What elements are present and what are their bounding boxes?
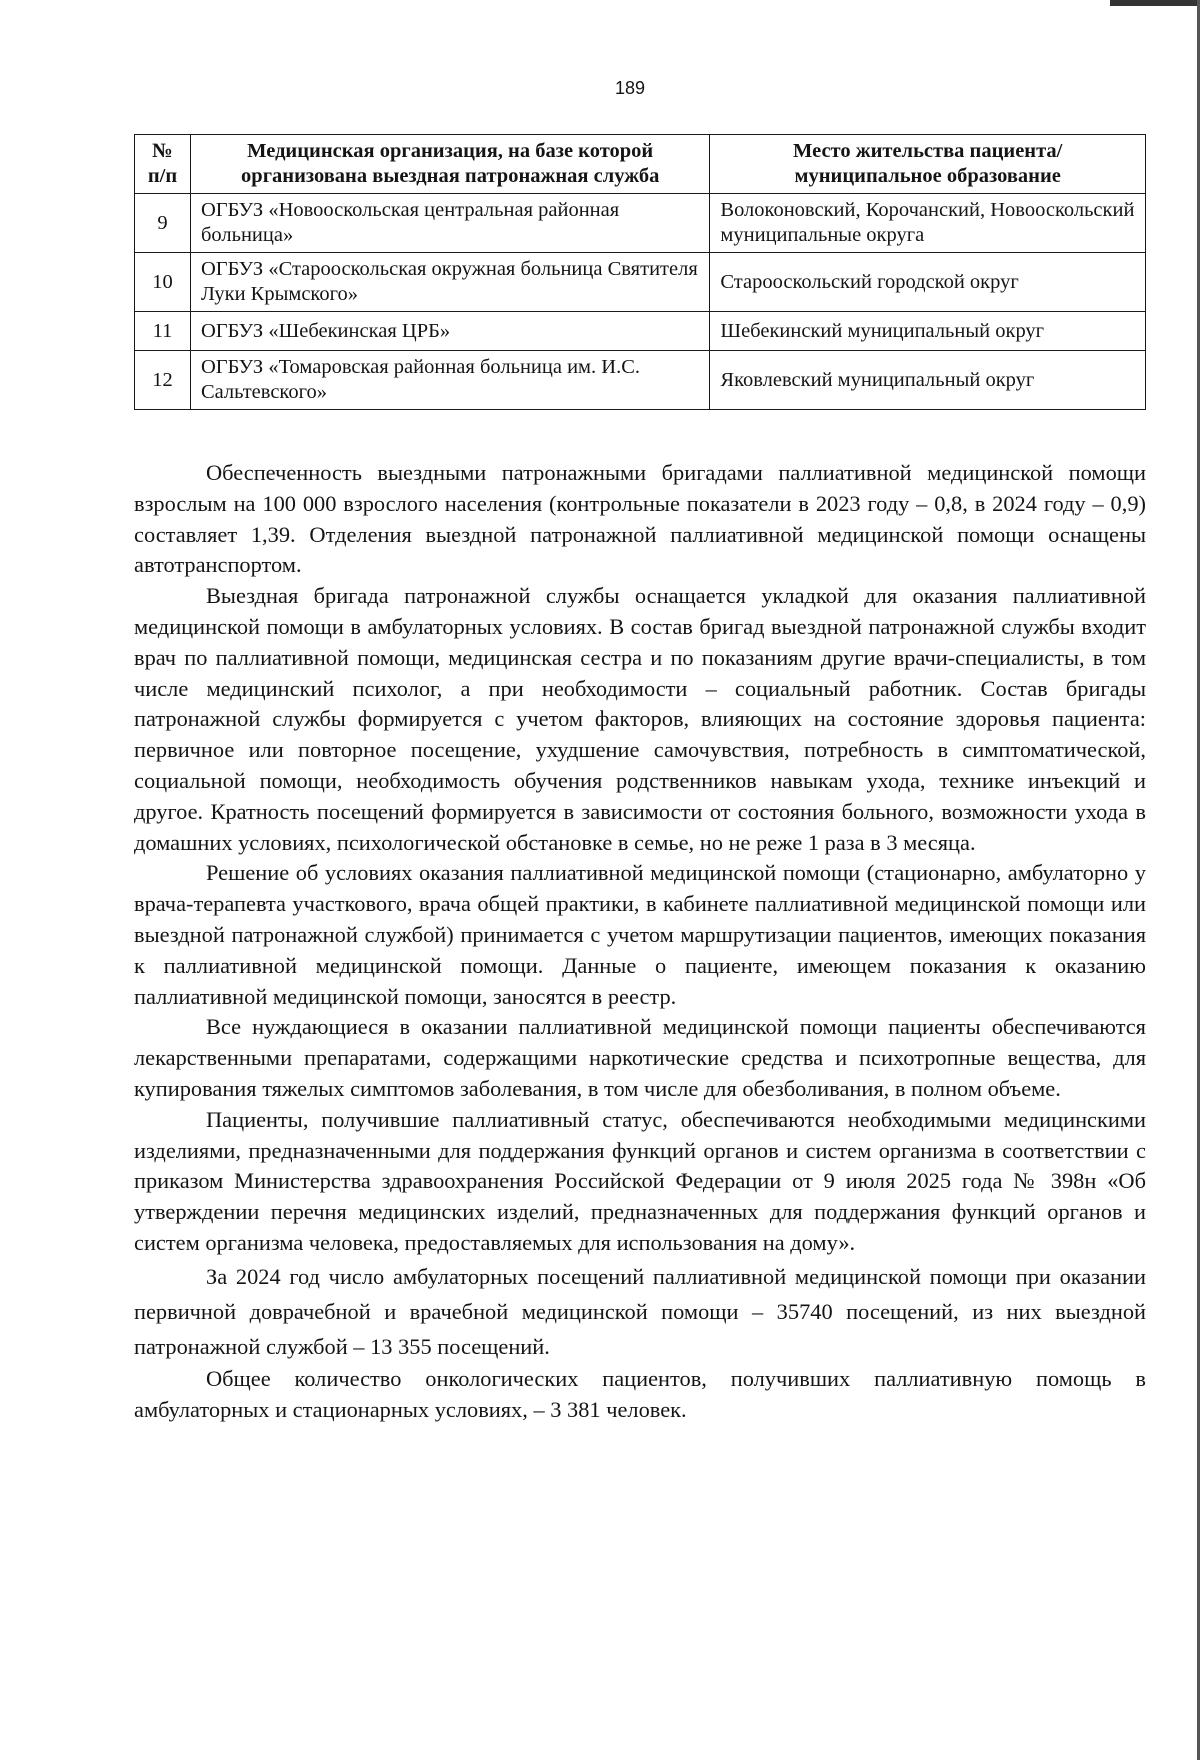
table-header-row — [135, 135, 1146, 194]
paragraph-oncology-patients: Общее количество онкологических пациентов, получивших паллиативную помощь в амбулаторных и стационарных условиях, – 3 381 человек. — [134, 1365, 1146, 1422]
row-organization: ОГБУЗ «Новооскольская центральная районная больница» — [190, 194, 709, 253]
header-organization: Медицинская организация, на базе которой организована выездная патронажная служба — [190, 135, 709, 194]
organizations-table — [134, 134, 1146, 410]
paragraph-medical-devices: Пациенты, получившие паллиативный статус, обеспечиваются необходимыми медицинскими изделиями, предназначенными для поддержания функций органов и систем организма в соответствии с приказом Министерства здравоохранения Российской Федерации от 9 июля 2025 года № 398н «Об утверждении перечня медицинских изделий, предназначенных для поддержания функций органов и систем организма человека, предоставляемых для использования на дому». — [134, 1106, 1146, 1255]
row-number: 10 — [135, 253, 191, 312]
row-residence: Волоконовский, Корочанский, Новооскольский муниципальные округа — [710, 194, 1146, 253]
paragraph-coverage: Обеспеченность выездными патронажными бригадами паллиативной медицинской помощи взрослым на 100 000 взрослого населения (контрольные показатели в 2023 году – 0,8, в 2024 году – 0,9) составляет 1,39. Отделения выездной патронажной паллиативной медицинской помощи оснащены автотранспортом. — [134, 460, 1146, 578]
scan-edge-mark — [1110, 0, 1200, 6]
table-row — [135, 194, 1146, 253]
header-number: № п/п — [135, 135, 191, 194]
row-number: 11 — [135, 312, 191, 351]
paragraph-medications: Все нуждающиеся в оказании паллиативной медицинской помощи пациенты обеспечиваются лекарственными препаратами, содержащими наркотические средства и психотропные вещества, для купирования тяжелых симптомов заболевания, в том числе для обезболивания, в полном объеме. — [134, 1014, 1146, 1101]
row-organization: ОГБУЗ «Томаровская районная больница им. И.С. Сальтевского» — [190, 351, 709, 410]
row-residence: Старооскольский городской округ — [710, 253, 1146, 312]
paragraph-visit-stats: За 2024 год число амбулаторных посещений паллиативной медицинской помощи при оказании первичной доврачебной и врачебной медицинской помощи – 35740 посещений, из них выездной патронажной службой – 13 355 посещений. — [134, 1263, 1146, 1359]
paragraph-brigade-composition: Выездная бригада патронажной службы оснащается укладкой для оказания паллиативной медицинской помощи в амбулаторных условиях. В состав бригад выездной патронажной службы входит врач по паллиативной помощи, медицинская сестра и по показаниям другие врачи-специалисты, в том числе медицинский психолог, а при необходимости – социальный работник. Состав бригады патронажной службы формируется с учетом факторов, влияющих на состояние здоровья пациента: первичное или повторное посещение, ухудшение самочувствия, потребность в симптоматической, социальной помощи, необходимость обучения родственников навыкам ухода, технике инъекций и другое. Кратность посещений формируется в зависимости от состояния больного, возможности ухода в домашних условиях, психологической обстановке в семье, но не реже 1 раза в 3 месяца. — [134, 583, 1146, 855]
row-residence: Шебекинский муниципальный округ — [710, 312, 1146, 351]
header-residence: Место жительства пациента/ муниципальное образование — [710, 135, 1146, 194]
row-organization: ОГБУЗ «Шебекинская ЦРБ» — [190, 312, 709, 351]
row-organization: ОГБУЗ «Старооскольская окружная больница Святителя Луки Крымского» — [190, 253, 709, 312]
row-number: 12 — [135, 351, 191, 410]
paragraph-care-decision: Решение об условиях оказания паллиативной медицинской помощи (стационарно, амбулаторно у врача-терапевта участкового, врача общей практики, в кабинете паллиативной медицинской помощи или выездной патронажной службой) принимается с учетом маршрутизации пациентов, имеющих показания к паллиативной медицинской помощи. Данные о пациенте, имеющем показания к оказанию паллиативной медицинской помощи, заносятся в реестр. — [134, 860, 1146, 1009]
row-number: 9 — [135, 194, 191, 253]
table-row — [135, 253, 1146, 312]
table-row — [135, 312, 1146, 351]
row-residence: Яковлевский муниципальный округ — [710, 351, 1146, 410]
table-row — [135, 351, 1146, 410]
page-number: 189 — [614, 78, 646, 98]
body-text — [134, 458, 1146, 1425]
